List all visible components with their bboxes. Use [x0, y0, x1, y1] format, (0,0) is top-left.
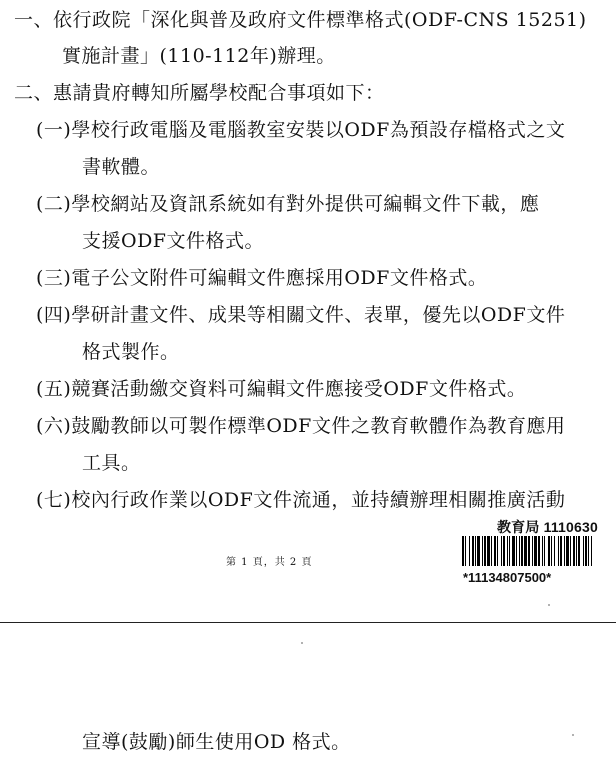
barcode-bar [573, 536, 575, 566]
barcode-bar [524, 536, 527, 566]
barcode-bar [544, 536, 545, 566]
barcode-bar [484, 536, 486, 566]
barcode-bar [501, 536, 502, 566]
barcode-bar [472, 536, 474, 566]
barcode-bar [528, 536, 530, 566]
barcode-bar [554, 536, 555, 566]
barcode-bar [566, 536, 569, 566]
barcode-bar [509, 536, 510, 566]
barcode [462, 536, 594, 566]
barcode-bar [521, 536, 523, 566]
subitem-7-text: (七)校內行政作業以ODF文件流通，並持續辦理相關推廣活動 [36, 489, 566, 511]
item-1-text: 一、依行政院「深化與普及政府文件標準格式(ODF-CNS 15251) [14, 9, 587, 31]
barcode-bar [494, 536, 496, 566]
barcode-bar [558, 536, 559, 566]
barcode-number: *11134807500* [463, 570, 552, 585]
barcode-bar [591, 536, 592, 566]
barcode-bar [477, 536, 480, 566]
scan-speck [548, 604, 550, 606]
barcode-bar [482, 536, 483, 566]
barcode-bar [560, 536, 562, 566]
barcode-bar [542, 536, 543, 566]
subitem-6-text: (六)鼓勵教師以可製作標準ODF文件之教育軟體作為教育應用 [36, 415, 566, 437]
barcode-bar [588, 536, 589, 566]
barcode-bar [469, 536, 470, 566]
barcode-bar [548, 536, 550, 566]
subitem-6-text-continued: 工具。 [82, 452, 141, 474]
item-2-text: 二、惠請貴府轉知所屬學校配合事項如下： [14, 82, 385, 104]
barcode-bar [465, 536, 466, 566]
barcode-bar [512, 536, 515, 566]
barcode-bar [503, 536, 505, 566]
barcode-bar [578, 536, 580, 566]
office-stamp: 教育局 1110630 [496, 519, 598, 535]
barcode-bar [564, 536, 565, 566]
barcode-bar [516, 536, 517, 566]
subitem-3-text: (三)電子公文附件可編輯文件應採用ODF文件格式。 [36, 267, 488, 289]
barcode-bar [462, 536, 464, 566]
subitem-1-text: (一)學校行政電腦及電腦教室安裝以ODF為預設存檔格式之文 [36, 119, 566, 141]
subitem-5-text: (五)競賽活動繳交資料可編輯文件應接受ODF文件格式。 [36, 378, 527, 400]
barcode-bar [475, 536, 476, 566]
subitem-2-text-continued: 支援ODF文件格式。 [82, 230, 264, 252]
subitem-2-text: (二)學校網站及資訊系統如有對外提供可編輯文件下載，應 [36, 193, 540, 215]
scan-speck [301, 642, 303, 644]
barcode-bar [551, 536, 552, 566]
barcode-bar [519, 536, 520, 566]
subitem-4-text: (四)學研計畫文件、成果等相關文件、表單，優先以ODF文件 [36, 304, 566, 326]
barcode-bar [583, 536, 584, 566]
barcode-bar [532, 536, 533, 566]
subitem-7-text-continued: 宣導(鼓勵)師生使用OD 格式。 [82, 731, 351, 753]
barcode-bar [507, 536, 508, 566]
barcode-bar [538, 536, 540, 566]
barcode-bar [497, 536, 498, 566]
barcode-bar [570, 536, 571, 566]
barcode-bar [585, 536, 587, 566]
scan-speck [572, 734, 574, 736]
barcode-bar [576, 536, 577, 566]
subitem-1-text-continued: 書軟體。 [82, 156, 161, 178]
barcode-bar [534, 536, 537, 566]
page-number: 第 1 頁，共 2 頁 [226, 557, 313, 568]
barcode-bar [491, 536, 492, 566]
item-1-text-continued: 實施計畫」(110-112年)辦理。 [62, 45, 336, 67]
barcode-bar [487, 536, 490, 566]
subitem-4-text-continued: 格式製作。 [82, 341, 180, 363]
page-break-line [0, 622, 616, 623]
